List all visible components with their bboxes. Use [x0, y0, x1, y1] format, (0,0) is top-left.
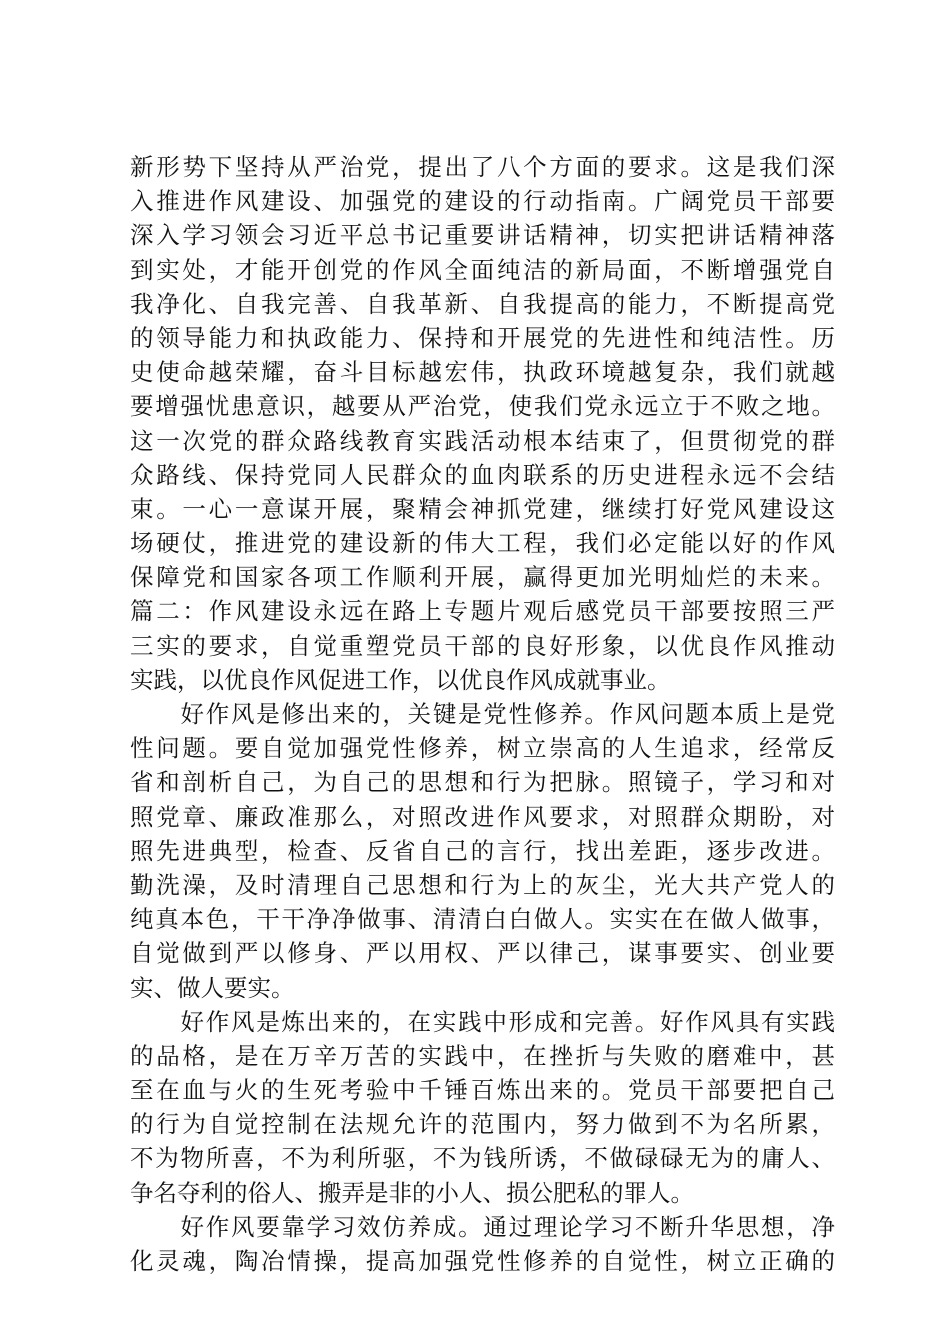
text-line: 好作风是炼出来的，在实践中形成和完善。好作风具有实践 — [130, 1007, 835, 1036]
text-line: 实、做人要实。 — [130, 973, 295, 1002]
text-line: 史使命越荣耀，奋斗目标越宏伟，执政环境越复杂，我们就越 — [130, 358, 835, 387]
text-line: 新形势下坚持从严治党，提出了八个方面的要求。这是我们深 — [130, 153, 835, 181]
text-line: 纯真本色，干干净净做事、清清白白做人。实实在在做人做事， — [130, 905, 835, 934]
text-line: 省和剖析自己，为自己的思想和行为把脉。照镜子，学习和对 — [130, 768, 835, 797]
text-line: 照先进典型，检查、反省自己的言行，找出差距，逐步改进。 — [130, 836, 835, 865]
text-line: 化灵魂，陶冶情操，提高加强党性修养的自觉性，树立正确的 — [130, 1247, 835, 1275]
text-line: 到实处，才能开创党的作风全面纯洁的新局面，不断增强党自 — [130, 255, 835, 284]
text-line: 争名夺利的俗人、搬弄是非的小人、损公肥私的罪人。 — [130, 1178, 694, 1207]
text-line: 这一次党的群众路线教育实践活动根本结束了，但贯彻党的群 — [130, 426, 835, 455]
text-line: 我净化、自我完善、自我革新、自我提高的能力，不断提高党 — [130, 289, 835, 318]
text-line: 的行为自觉控制在法规允许的范围内，努力做到不为名所累， — [130, 1110, 835, 1139]
text-line: 好作风是修出来的，关键是党性修养。作风问题本质上是党 — [130, 700, 835, 728]
text-line: 至在血与火的生死考验中千锤百炼出来的。党员干部要把自己 — [130, 1076, 835, 1105]
text-line: 照党章、廉政准那么，对照改进作风要求，对照群众期盼，对 — [130, 802, 835, 831]
document-body — [130, 150, 835, 1278]
text-line: 好作风要靠学习效仿养成。通过理论学习不断升华思想，净 — [130, 1212, 835, 1241]
text-line: 的领导能力和执政能力、保持和开展党的先进性和纯洁性。历 — [130, 323, 835, 352]
text-line: 要增强忧患意识，越要从严治党，使我们党永远立于不败之地。 — [130, 392, 835, 421]
text-line: 勤洗澡，及时清理自己思想和行为上的灰尘，光大共产党人的 — [130, 870, 835, 899]
text-line: 自觉做到严以修身、严以用权、严以律己，谋事要实、创业要 — [130, 939, 835, 968]
text-line: 入推进作风建设、加强党的建设的行动指南。广阔党员干部要 — [130, 187, 835, 216]
text-line: 深入学习领会习近平总书记重要讲话精神，切实把讲话精神落 — [130, 221, 835, 250]
text-line: 三实的要求，自觉重塑党员干部的良好形象，以优良作风推动 — [130, 631, 835, 660]
text-line: 场硬仗，推进党的建设新的伟大工程，我们必定能以好的作风 — [130, 529, 835, 558]
text-line: 实践，以优良作风促进工作，以优良作风成就事业。 — [130, 665, 671, 694]
text-line: 的品格，是在万辛万苦的实践中，在挫折与失败的磨难中，甚 — [130, 1041, 835, 1070]
text-line: 不为物所喜，不为利所驱，不为钱所诱，不做碌碌无为的庸人、 — [130, 1144, 835, 1173]
text-line: 保障党和国家各项工作顺利开展，赢得更加光明灿烂的未来。 — [130, 563, 835, 592]
text-line: 性问题。要自觉加强党性修养，树立崇高的人生追求，经常反 — [130, 734, 835, 763]
text-line: 众路线、保持党同人民群众的血肉联系的历史进程永远不会结 — [130, 460, 835, 489]
text-line: 束。一心一意谋开展，聚精会神抓党建，继续打好党风建设这 — [130, 494, 835, 523]
text-line: 篇二：作风建设永远在路上专题片观后感党员干部要按照三严 — [130, 597, 835, 626]
